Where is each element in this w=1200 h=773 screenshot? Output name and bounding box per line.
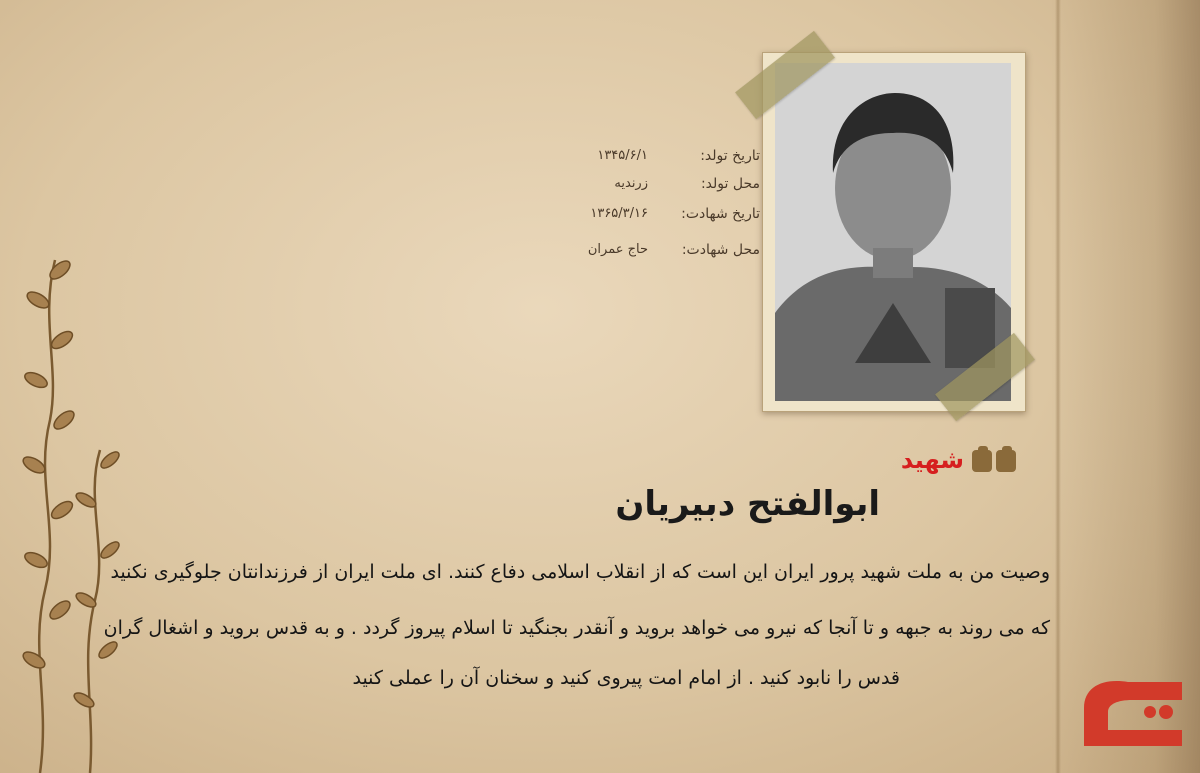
martyr-info-panel xyxy=(540,140,760,280)
info-label: تاریخ تولد: xyxy=(700,148,760,164)
quote-mark-icon xyxy=(970,444,1020,476)
martyr-title-tag xyxy=(880,440,1020,480)
info-value: حاج عمران xyxy=(587,242,648,257)
page-fold xyxy=(1055,0,1061,773)
logo-mark-icon xyxy=(1078,668,1190,758)
info-label: تاریخ شهادت: xyxy=(681,206,760,222)
martyrdom-place-row xyxy=(540,242,760,266)
navid-shahed-logo xyxy=(1078,668,1190,758)
birth-date-row xyxy=(540,148,760,172)
will-line: قدس را نابود کنید . از امام امت پیروی کنید و سخنان آن را عملی کنید xyxy=(352,667,900,689)
birth-place-row xyxy=(540,176,760,200)
vine-decoration-icon xyxy=(0,230,140,773)
martyrdom-date-row xyxy=(540,206,760,230)
info-value: ۱۳۴۵/۶/۱ xyxy=(597,148,648,163)
portrait-photo xyxy=(775,63,1011,401)
info-label: محل شهادت: xyxy=(681,242,760,258)
info-label: محل تولد: xyxy=(700,176,760,192)
info-value: ۱۳۶۵/۳/۱۶ xyxy=(590,206,648,221)
info-value: زرندیه xyxy=(614,176,648,191)
martyr-name: ابوالفتح دبیریان xyxy=(615,484,880,524)
will-line: وصیت من به ملت شهید پرور ایران این است که از انقلاب اسلامی دفاع کنند. ای ملت ایران از فرزندانتان جلوگیری نکنید xyxy=(110,561,1050,583)
martyr-title-prefix: شهید xyxy=(900,446,964,474)
will-line: که می روند به جبهه و تا آنجا که نیرو می خواهد بروید و آنقدر بجنگید تا اسلام پیروز گردد . و به قدس بروید و اشغال گران xyxy=(103,617,1050,639)
page-edge-shadow xyxy=(1050,0,1200,773)
portrait-figure-icon xyxy=(775,63,1011,401)
